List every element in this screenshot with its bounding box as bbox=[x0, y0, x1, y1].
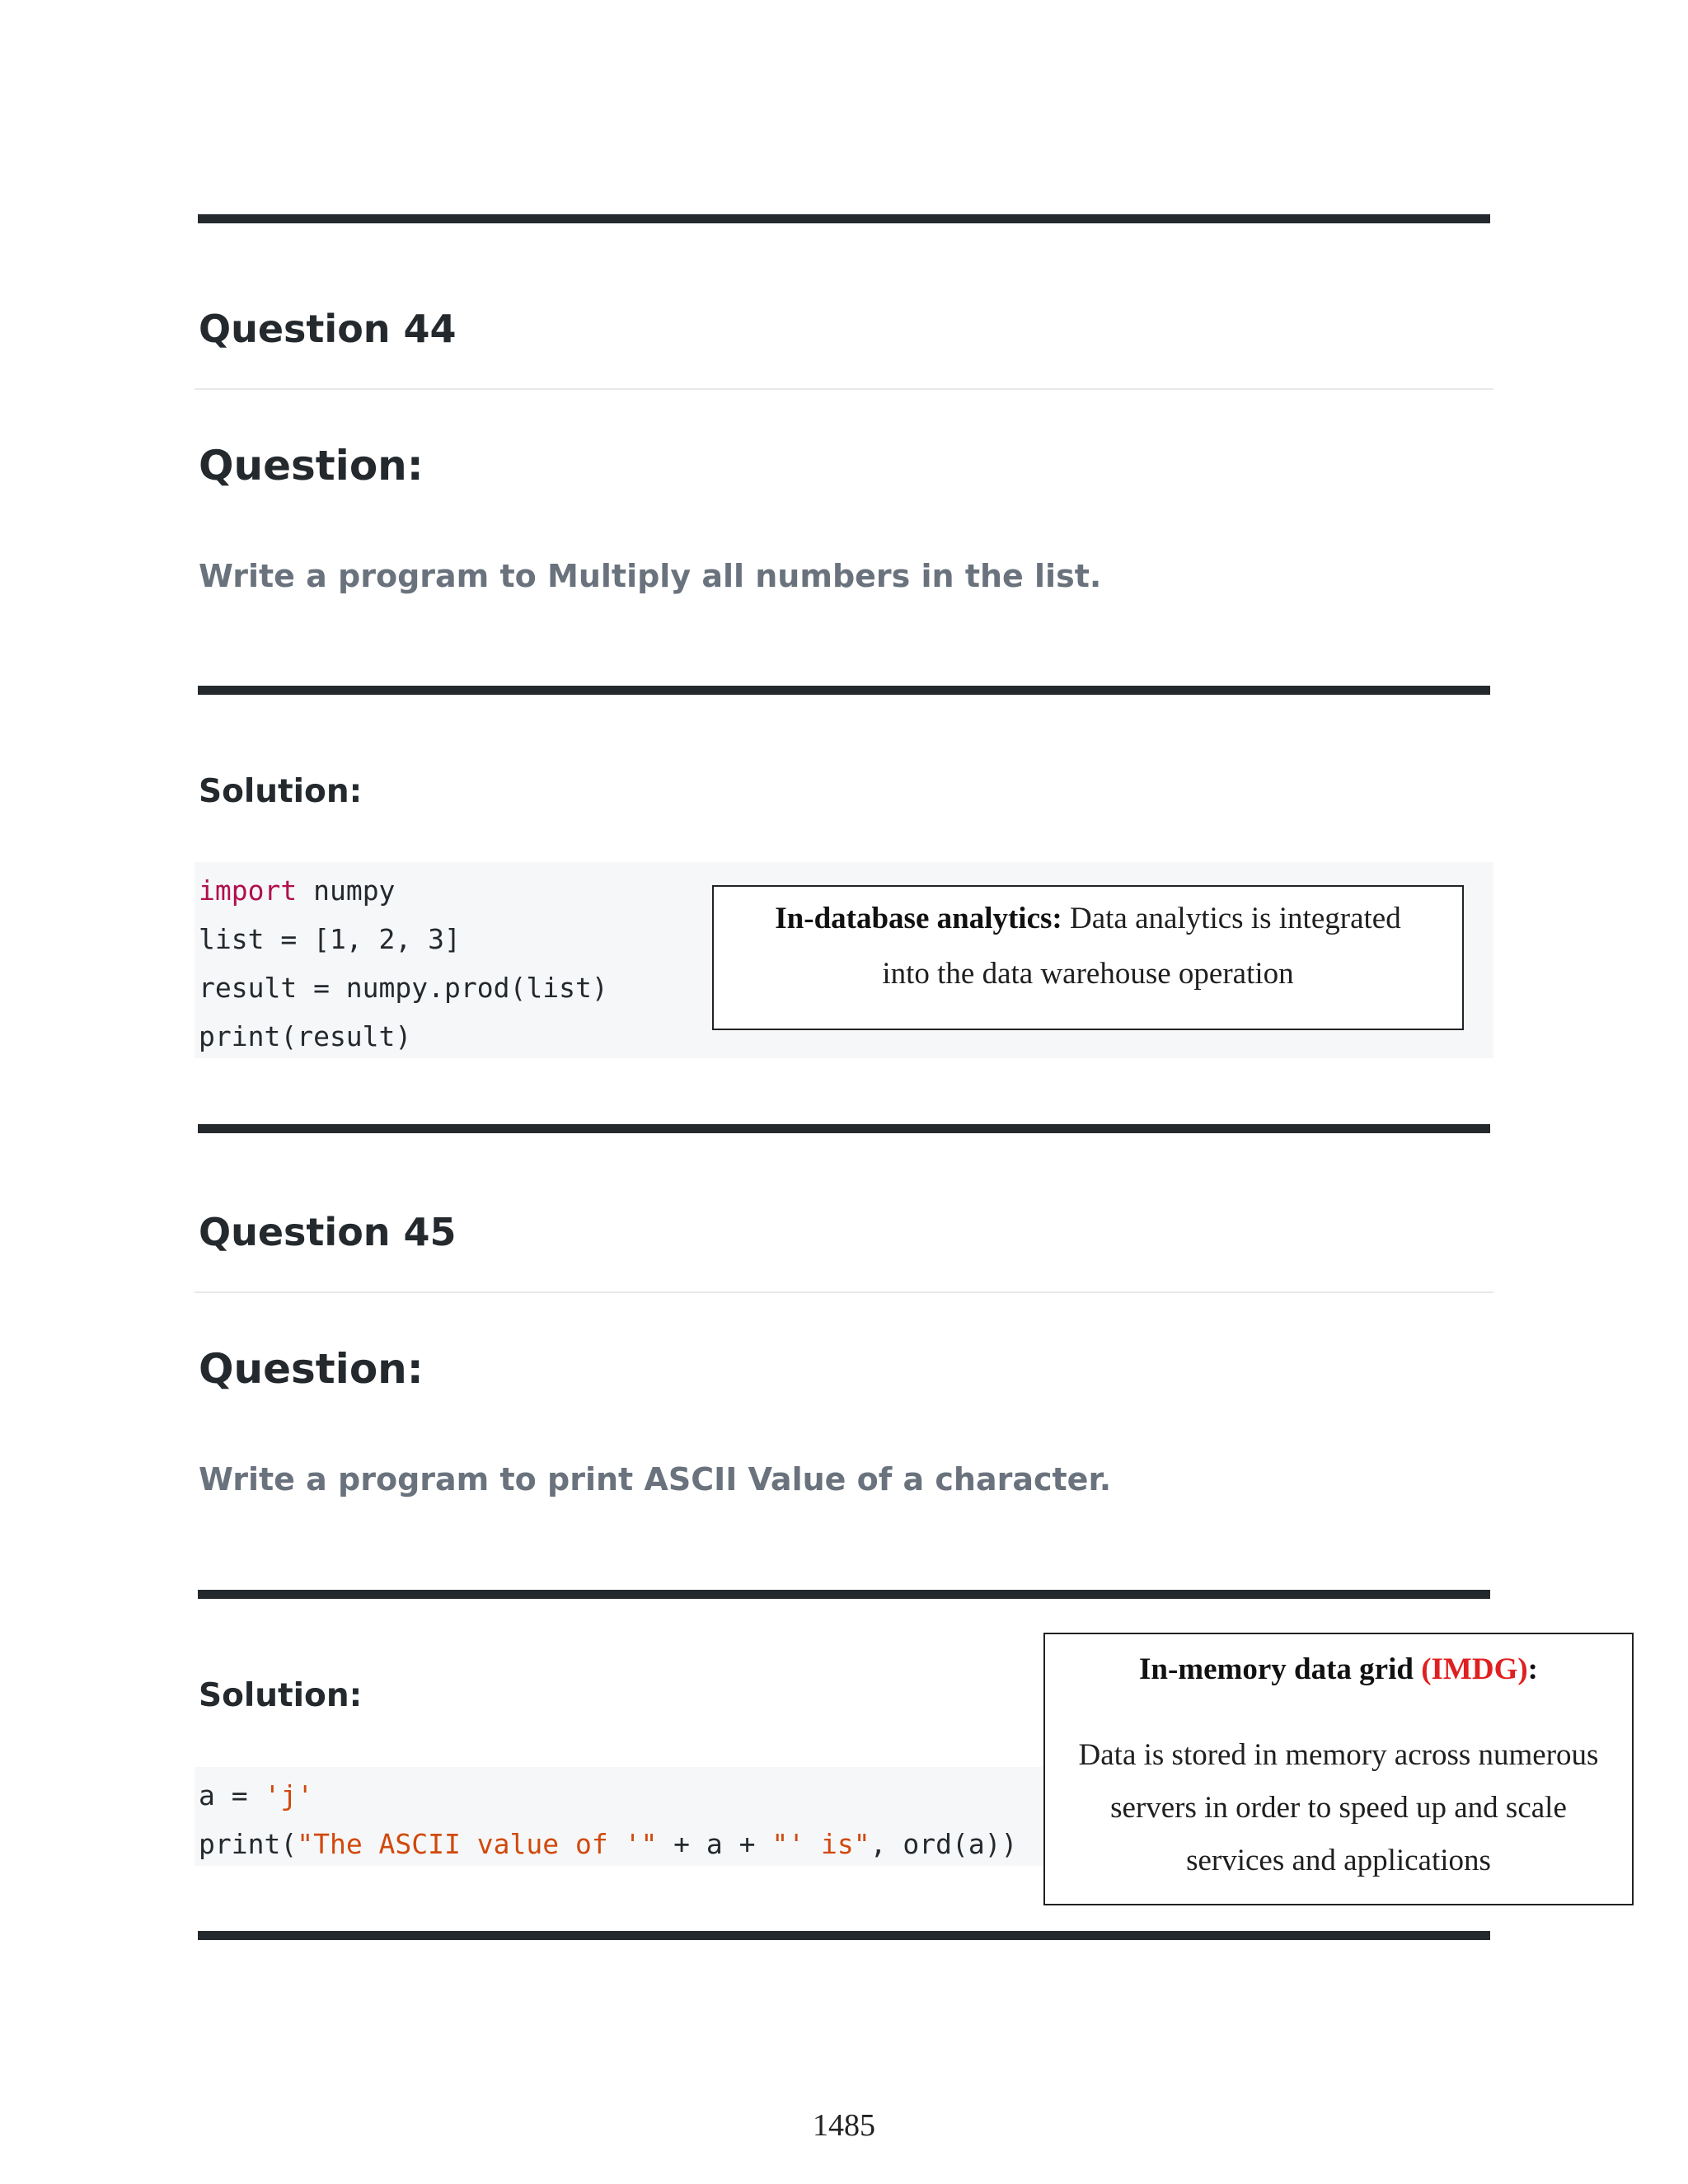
code-line bbox=[199, 1830, 1017, 1858]
section-divider bbox=[198, 214, 1490, 223]
code-string: "The ASCII value of '" bbox=[297, 1828, 658, 1860]
note-term: In-memory data grid bbox=[1138, 1652, 1422, 1686]
question-44-heading: Question: bbox=[199, 442, 424, 490]
code-text: + a + bbox=[657, 1828, 772, 1860]
code-text: , ord(a)) bbox=[870, 1828, 1018, 1860]
question-44-solution-heading: Solution: bbox=[199, 773, 363, 810]
question-45-text: Write a program to print ASCII Value of a character. bbox=[199, 1461, 1112, 1497]
code-text: numpy bbox=[297, 874, 396, 907]
heading-underline bbox=[195, 1291, 1493, 1293]
in-memory-data-grid-note bbox=[1043, 1633, 1634, 1905]
note-title bbox=[1045, 1654, 1632, 1685]
question-45-solution-heading: Solution: bbox=[199, 1677, 363, 1714]
note-line: Data is stored in memory across numerous bbox=[1078, 1738, 1599, 1772]
heading-underline bbox=[195, 388, 1493, 390]
question-44-text: Write a program to Multiply all numbers in the list. bbox=[199, 558, 1102, 594]
note-line: services and applications bbox=[1186, 1844, 1491, 1877]
note-colon: : bbox=[1527, 1652, 1538, 1686]
question-45-heading: Question: bbox=[199, 1345, 424, 1393]
section-divider bbox=[198, 1124, 1490, 1133]
in-database-analytics-note bbox=[712, 885, 1464, 1030]
page-number: 1485 bbox=[813, 2108, 875, 2143]
note-line: servers in order to speed up and scale bbox=[1110, 1791, 1567, 1825]
code-string: 'j' bbox=[264, 1779, 314, 1811]
code-string: "' is" bbox=[771, 1828, 870, 1860]
code-keyword: import bbox=[199, 874, 298, 907]
code-line bbox=[199, 1779, 314, 1811]
code-line: list = [1, 2, 3] bbox=[199, 923, 461, 955]
code-line bbox=[199, 874, 396, 907]
note-term: In-database analytics: bbox=[775, 902, 1062, 935]
question-45-number: Question 45 bbox=[199, 1210, 457, 1254]
question-44-number: Question 44 bbox=[199, 307, 457, 351]
code-text: a = bbox=[199, 1779, 265, 1811]
section-divider bbox=[198, 686, 1490, 695]
code-line: print(result) bbox=[199, 1020, 412, 1052]
code-text: print( bbox=[199, 1828, 298, 1860]
note-line: into the data warehouse operation bbox=[882, 957, 1294, 991]
note-acronym: (IMDG) bbox=[1421, 1652, 1528, 1686]
section-divider bbox=[198, 1590, 1490, 1599]
code-line: result = numpy.prod(list) bbox=[199, 972, 608, 1004]
note-text: Data analytics is integrated bbox=[1062, 902, 1401, 935]
note-line bbox=[714, 903, 1462, 934]
section-divider bbox=[198, 1931, 1490, 1940]
